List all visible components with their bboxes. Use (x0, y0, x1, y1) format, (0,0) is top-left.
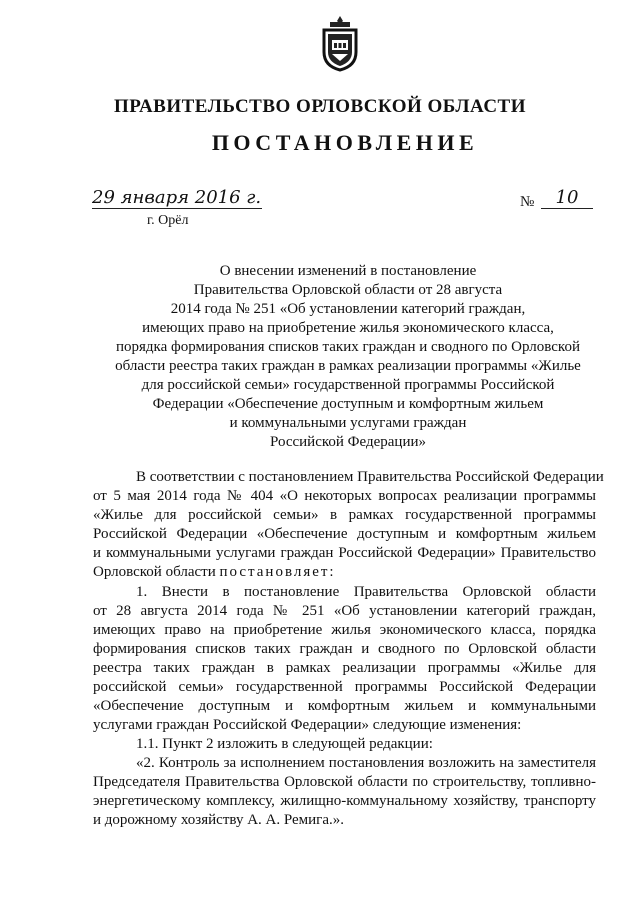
title-line: 2014 года № 251 «Об установлении категорий граждан, (170, 301, 526, 317)
title-line: порядка формирования списков таких граждан и сводного по Орловской (116, 339, 580, 355)
title-line: для российской семьи» государственной программы Российской (141, 377, 555, 393)
preamble-line: «Жилье для российской семьи» в рамках государственной программы (93, 507, 596, 523)
document-type: ПОСТАНОВЛЕНИЕ (211, 130, 479, 155)
city: г. Орёл (147, 213, 189, 228)
title-line: и коммунальными услугами граждан (229, 415, 467, 431)
clause-1-1-line: 1.1. Пункт 2 изложить в следующей редакции: (136, 736, 433, 752)
number-label: № (520, 194, 535, 210)
clause-1-paragraph (93, 583, 596, 735)
clause-1-line: реестра таких граждан в рамках реализации программы «Жилье для (93, 660, 596, 676)
preamble-line: В соответствии с постановлением Правительства Российской Федерации (136, 469, 604, 485)
preamble-line: Российской Федерации «Обеспечение доступным и комфортным жильем (93, 526, 596, 542)
quoted-clause-2 (93, 754, 596, 830)
title-line: Правительства Орловской области от 28 августа (193, 282, 503, 298)
clause-1-1 (93, 735, 596, 754)
title-line: Российской Федерации» (269, 434, 426, 450)
quote-line: Председателя Правительства Орловской области по строительству, топливно- (93, 774, 596, 790)
organization-title: ПРАВИТЕЛЬСТВО ОРЛОВСКОЙ ОБЛАСТИ (113, 96, 526, 117)
quote-line: «2. Контроль за исполнением постановления возложить на заместителя (136, 755, 596, 771)
preamble-final-text: Орловской области (93, 564, 220, 580)
quote-line: энергетическому комплексу, жилищно-коммунальному хозяйству, транспорту (93, 793, 596, 809)
quote-line: и дорожному хозяйству А. А. Ремига.». (93, 812, 344, 828)
resolves-word: постановляет: (219, 564, 336, 580)
number-handwritten: 10 (541, 188, 593, 209)
clause-1-line: российской семьи» государственной программы Российской Федерации (93, 679, 596, 695)
title-line: О внесении изменений в постановление (219, 263, 477, 279)
clause-1-line: имеющих право на приобретение жилья экономического класса, порядка (93, 622, 596, 638)
title-line: Федерации «Обеспечение доступным и комфортным жильем (152, 396, 544, 412)
coat-of-arms-icon (318, 14, 362, 72)
preamble-line: и коммунальными услугами граждан Российской Федерации» Правительство (93, 545, 596, 561)
clause-1-line: от 28 августа 2014 года № 251 «Об установлении категорий граждан, (93, 603, 596, 619)
preamble-line-final (93, 563, 596, 582)
title-line: области реестра таких граждан в рамках реализации программы «Жилье (115, 358, 581, 374)
title-line: имеющих право на приобретение жилья экономического класса, (142, 320, 554, 336)
clause-1-line: формирования списков таких граждан и сводного по Орловской области (93, 641, 596, 657)
preamble-paragraph (93, 468, 604, 582)
clause-1-line: «Обеспечение доступным и комфортным жильем и коммунальными (93, 698, 596, 714)
document-title (100, 262, 596, 452)
clause-1-line: услугами граждан Российской Федерации» следующие изменения: (93, 717, 522, 733)
date-handwritten: 29 января 2016 г. (92, 187, 262, 208)
preamble-line: от 5 мая 2014 года № 404 «О некоторых вопросах реализации программы (93, 488, 596, 504)
clause-1-line: 1. Внести в постановление Правительства Орловской области (136, 584, 596, 600)
